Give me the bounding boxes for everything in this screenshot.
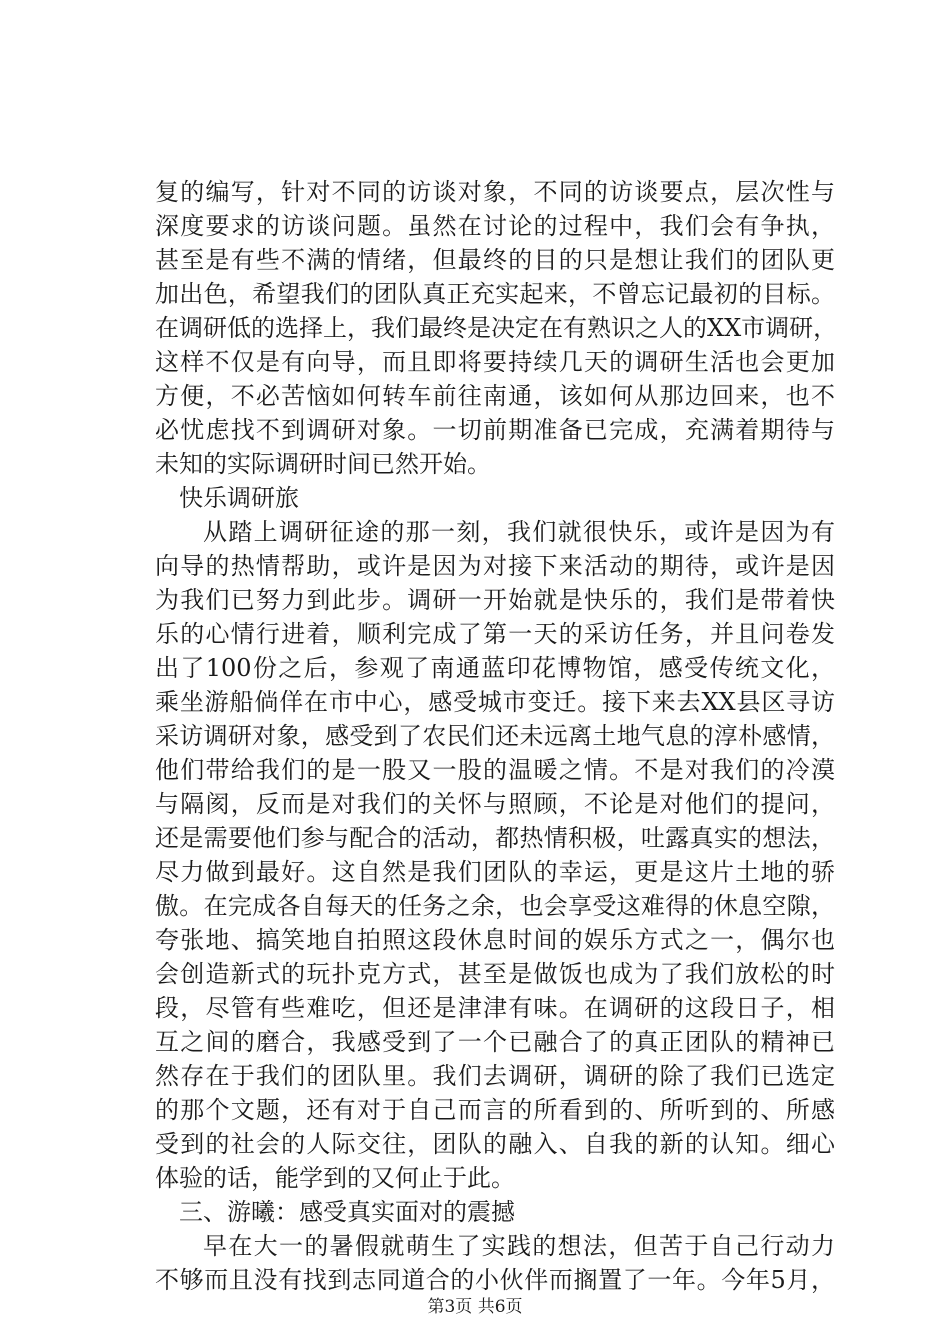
body-text-line: 为我们已努力到此步。调研一开始就是快乐的，我们是带着快 (155, 586, 835, 614)
body-text-line: 乐的心情行进着，顺利完成了第一天的采访任务，并且问卷发 (155, 620, 835, 648)
body-text-line: 受到的社会的人际交往，团队的融入、自我的新的认知。细心 (155, 1130, 835, 1158)
body-text-line: 夸张地、搞笑地自拍照这段休息时间的娱乐方式之一，偶尔也 (155, 926, 835, 954)
paragraph-first-line: 早在大一的暑假就萌生了实践的想法，但苦于自己行动力 (203, 1232, 835, 1260)
body-text-line: 加出色，希望我们的团队真正充实起来，不曾忘记最初的目标。 (155, 280, 835, 308)
body-text-line: 然存在于我们的团队里。我们去调研，调研的除了我们已选定 (155, 1062, 835, 1090)
body-text-line: 段，尽管有些难吃，但还是津津有味。在调研的这段日子，相 (155, 994, 835, 1022)
section-heading: 三、游曦：感受真实面对的震撼 (179, 1198, 515, 1226)
body-text-line: 甚至是有些不满的情绪，但最终的目的只是想让我们的团队更 (155, 246, 835, 274)
body-text-line: 不够而且没有找到志同道合的小伙伴而搁置了一年。今年5月， (155, 1266, 835, 1294)
body-text-line: 会创造新式的玩扑克方式，甚至是做饭也成为了我们放松的时 (155, 960, 835, 988)
body-text-line: 向导的热情帮助，或许是因为对接下来活动的期待，或许是因 (155, 552, 835, 580)
body-text-line: 复的编写，针对不同的访谈对象，不同的访谈要点，层次性与 (155, 178, 835, 206)
body-text-line: 在调研低的选择上，我们最终是决定在有熟识之人的XX市调研， (155, 314, 838, 342)
body-text-line: 体验的话，能学到的又何止于此。 (155, 1164, 515, 1192)
paragraph-first-line: 从踏上调研征途的那一刻，我们就很快乐，或许是因为有 (203, 518, 835, 546)
body-text-line: 必忧虑找不到调研对象。一切前期准备已完成，充满着期待与 (155, 416, 835, 444)
body-text-line: 方便，不必苦恼如何转车前往南通，该如何从那边回来，也不 (155, 382, 835, 410)
body-text-line: 未知的实际调研时间已然开始。 (155, 450, 491, 478)
page-number-footer: 第3页 共6页 (427, 1297, 523, 1317)
section-heading: 快乐调研旅 (179, 484, 299, 512)
body-text-line: 还是需要他们参与配合的活动，都热情积极，吐露真实的想法， (155, 824, 835, 852)
body-text-line: 的那个文题，还有对于自己而言的所看到的、所听到的、所感 (155, 1096, 835, 1124)
body-text-line: 乘坐游船倘佯在市中心，感受城市变迁。接下来去XX县区寻访 (155, 688, 835, 716)
body-text-line: 出了100份之后，参观了南通蓝印花博物馆，感受传统文化， (155, 654, 835, 682)
body-text-line: 采访调研对象，感受到了农民们还未远离土地气息的淳朴感情， (155, 722, 835, 750)
body-text-line: 傲。在完成各自每天的任务之余，也会享受这难得的休息空隙， (155, 892, 835, 920)
body-text-line: 尽力做到最好。这自然是我们团队的幸运，更是这片土地的骄 (155, 858, 835, 886)
body-text-line: 与隔阂，反而是对我们的关怀与照顾，不论是对他们的提问， (155, 790, 835, 818)
body-text-line: 互之间的磨合，我感受到了一个已融合了的真正团队的精神已 (155, 1028, 835, 1056)
body-text-line: 这样不仅是有向导，而且即将要持续几天的调研生活也会更加 (155, 348, 835, 376)
body-text-line: 深度要求的访谈问题。虽然在讨论的过程中，我们会有争执， (155, 212, 835, 240)
body-text-line: 他们带给我们的是一股又一股的温暖之情。不是对我们的冷漠 (155, 756, 835, 784)
